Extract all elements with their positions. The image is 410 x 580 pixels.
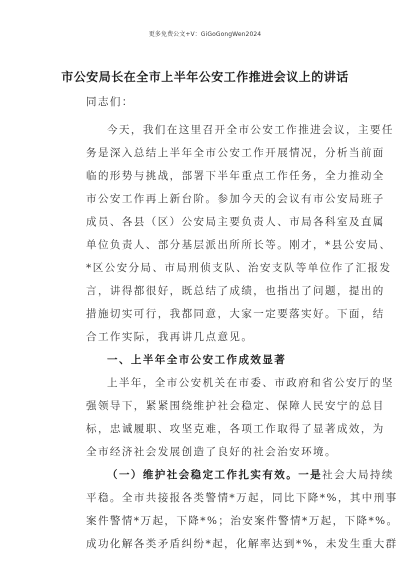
paragraph-line: 成功化解各类矛盾纠纷*起，化解率达到*%，未发生重大群 — [86, 538, 398, 550]
paragraph-line: 合工作实际，我再讲几点意见。 — [86, 331, 254, 343]
paragraph-line: 言，讲得都很好，既总结了成绩，也指出了问题，提出的 — [86, 285, 385, 297]
section-heading: 一、上半年全市公安工作成效显著 — [107, 354, 287, 366]
paragraph-line: 市公安工作再上新台阶。参加今天的会议有市公安局班子 — [86, 193, 385, 205]
paragraph-line: 临的形势与挑战，部署下半年重点工作任务，全力推动全 — [86, 170, 385, 182]
paragraph-text: 社会大局持续 — [322, 469, 394, 481]
paragraph-line: 强领导下，紧紧围绕维护社会稳定、保障人民安宁的总目 — [86, 400, 385, 412]
paragraph-line: 今天，我们在这里召开全市公安工作推进会议，主要任 — [107, 124, 394, 136]
paragraph-line: 全市经济社会发展创造了良好的社会治安环境。 — [86, 446, 337, 458]
paragraph-line: 平稳。全市共接报各类警情*万起，同比下降*%，其中刑事 — [86, 492, 398, 504]
paragraph-line: 上半年，全市公安机关在市委、市政府和省公安厅的坚 — [107, 377, 394, 389]
paragraph-line: 单位负责人、部分基层派出所所长等。刚才，*县公安局、 — [86, 239, 392, 251]
paragraph-line: *区公安分局、市局刑侦支队、治安支队等单位作了汇报发 — [86, 262, 392, 274]
paragraph-line-lead — [107, 468, 394, 482]
paragraph-line: 务是深入总结上半年全市公安工作开展情况，分析当前面 — [86, 147, 385, 159]
header-note: 更多免费公文+V：GiGoGongWen2024 — [148, 31, 262, 38]
salutation: 同志们： — [86, 96, 134, 108]
paragraph-line: 标，忠诚履职、攻坚克难，各项工作取得了显著成效，为 — [86, 423, 385, 435]
paragraph-line: 案件警情*万起，下降*%；治安案件警情*万起，下降*%。 — [86, 515, 399, 527]
paragraph-line: 成员、各县（区）公安局主要负责人、市局各科室及直属 — [86, 216, 385, 228]
document-title: 市公安局长在全市上半年公安工作推进会议上的讲话 — [61, 70, 349, 84]
subsection-heading: （一）维护社会稳定工作扎实有效。一是 — [107, 469, 323, 481]
paragraph-line: 措施切实可行，我都同意，大家一定要落实好。下面，结 — [86, 308, 385, 320]
